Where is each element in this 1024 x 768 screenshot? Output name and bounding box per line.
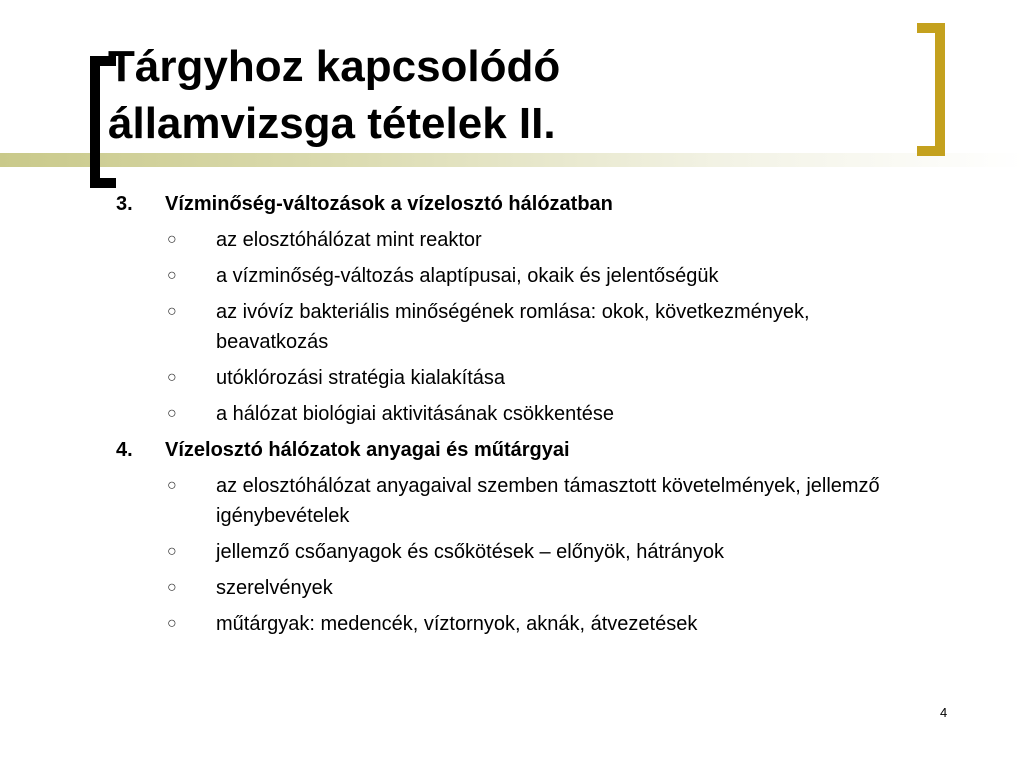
page-number: 4 <box>940 705 948 720</box>
list-item-text: jellemző csőanyagok és csőkötések – előnyök, hátrányok <box>216 541 725 563</box>
list-item-text: szerelvények <box>216 577 333 599</box>
circle-bullet-icon: ○ <box>167 303 177 320</box>
list-item <box>116 225 906 255</box>
circle-bullet-icon: ○ <box>167 267 177 284</box>
section-heading-row <box>116 435 906 465</box>
list-item <box>116 471 906 531</box>
right-bracket-decoration <box>917 23 945 156</box>
title-line-2: államvizsga tételek II. <box>108 99 556 148</box>
list-item-text: műtárgyak: medencék, víztornyok, aknák, átvezetések <box>216 613 698 635</box>
list-item <box>116 399 906 429</box>
title-underline-bar <box>0 153 1024 167</box>
list-item-text: az elosztóhálózat anyagaival szemben támasztott követelmények, jellemző igénybevételek <box>216 475 880 527</box>
title-line-1: Tárgyhoz kapcsolódó <box>108 42 561 91</box>
circle-bullet-icon: ○ <box>167 231 177 248</box>
circle-bullet-icon: ○ <box>167 405 177 422</box>
list-item-text: az elosztóhálózat mint reaktor <box>216 229 482 251</box>
list-item-text: utóklórozási stratégia kialakítása <box>216 367 506 389</box>
section-number: 4. <box>116 439 133 461</box>
section-number: 3. <box>116 193 133 215</box>
list-item <box>116 573 906 603</box>
circle-bullet-icon: ○ <box>167 579 177 596</box>
list-item <box>116 297 906 357</box>
circle-bullet-icon: ○ <box>167 369 177 386</box>
section-heading: Vízminőség-változások a vízelosztó hálózatban <box>165 193 613 215</box>
section-heading: Vízelosztó hálózatok anyagai és műtárgyai <box>165 439 570 461</box>
section-3 <box>116 189 906 429</box>
list-item <box>116 609 906 639</box>
list-item <box>116 537 906 567</box>
slide-content <box>116 189 906 645</box>
circle-bullet-icon: ○ <box>167 477 177 494</box>
list-item-text: a hálózat biológiai aktivitásának csökkentése <box>216 403 615 425</box>
slide-title <box>108 38 560 152</box>
list-item-text: az ivóvíz bakteriális minőségének romlása: okok, következmények, beavatkozás <box>216 301 810 353</box>
list-item-text: a vízminőség-változás alaptípusai, okaik és jelentőségük <box>216 265 719 287</box>
section-heading-row <box>116 189 906 219</box>
circle-bullet-icon: ○ <box>167 615 177 632</box>
list-item <box>116 261 906 291</box>
circle-bullet-icon: ○ <box>167 543 177 560</box>
section-4 <box>116 435 906 639</box>
list-item <box>116 363 906 393</box>
